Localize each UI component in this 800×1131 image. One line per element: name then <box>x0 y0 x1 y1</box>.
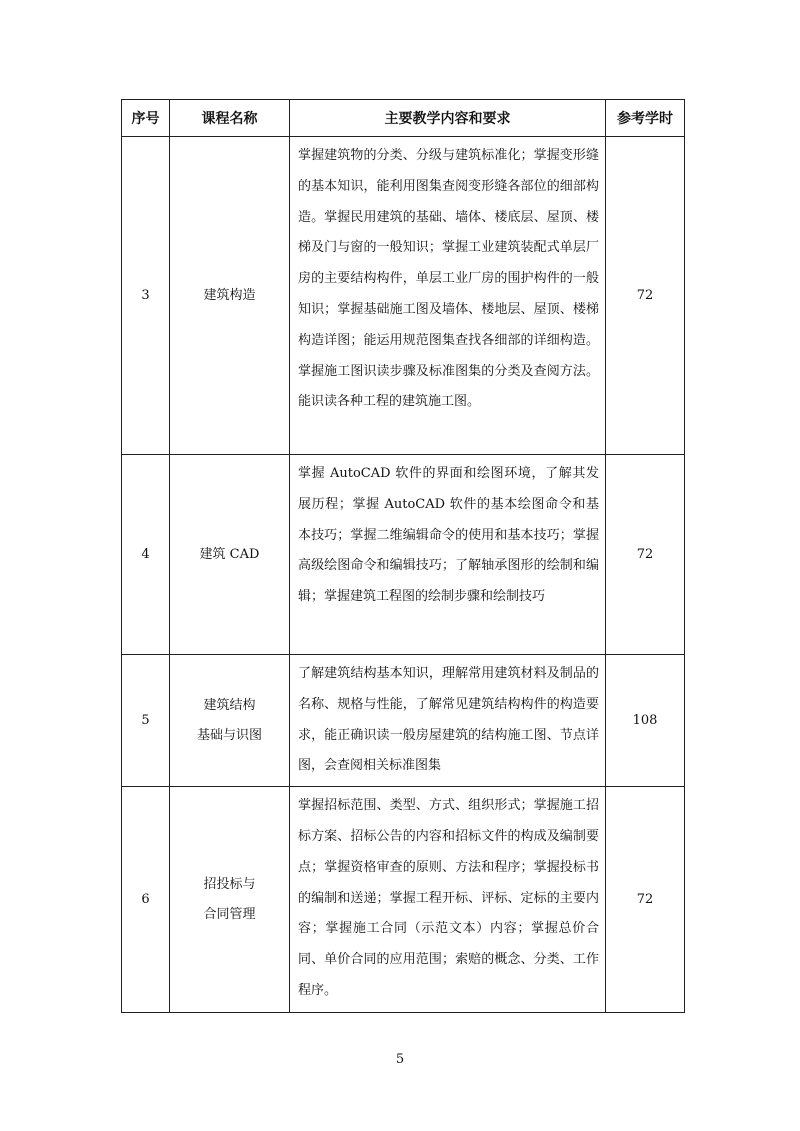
row-course-name <box>170 137 290 455</box>
table-header-row <box>122 100 685 137</box>
header-content: 主要教学内容和要求 <box>290 100 606 137</box>
row-hours: 108 <box>606 655 685 787</box>
table-row <box>122 655 685 787</box>
row-course-name <box>170 655 290 787</box>
row-course-name <box>170 787 290 1013</box>
row-content: 掌握建筑物的分类、分级与建筑标准化；掌握变形缝的基本知识，能利用图集查阅变形缝各部位的细部构造。掌握民用建筑的基础、墙体、楼底层、屋顶、楼梯及门与窗的一般知识；掌握工业建筑装配式单层厂房的主要结构构件，单层工业厂房的围护构件的一般知识；掌握基础施工图及墙体、楼地层、屋顶、楼梯构造详图；能运用规范图集查找各细部的详细构造。掌握施工图识读步骤及标准图集的分类及查阅方法。能识读各种工程的建筑施工图。 <box>290 137 606 455</box>
page-number: 5 <box>395 1052 405 1067</box>
course-name-line: 招投标与 <box>203 876 256 892</box>
course-name-line: 基础与识图 <box>196 727 262 743</box>
course-name-line: 建筑结构 <box>203 697 256 713</box>
row-course-name <box>170 455 290 655</box>
course-name-line: 建筑构造 <box>203 287 256 303</box>
table-row <box>122 137 685 455</box>
row-content: 掌握招标范围、类型、方式、组织形式；掌握施工招标方案、招标公告的内容和招标文件的构成及编制要点；掌握资格审查的原则、方法和程序；掌握投标书的编制和送递；掌握工程开标、评标、定标的主要内容；掌握施工合同（示范文本）内容；掌握总价合同、单价合同的应用范围；索赔的概念、分类、工作程序。 <box>290 787 606 1013</box>
course-name-line: 建筑 CAD <box>199 546 260 562</box>
row-index: 3 <box>122 137 170 455</box>
curriculum-table <box>121 99 685 1013</box>
row-hours: 72 <box>606 137 685 455</box>
row-index: 4 <box>122 455 170 655</box>
course-name-line: 合同管理 <box>203 906 256 922</box>
table-row <box>122 787 685 1013</box>
header-index: 序号 <box>122 100 170 137</box>
header-course-name: 课程名称 <box>170 100 290 137</box>
table-row <box>122 455 685 655</box>
row-index: 5 <box>122 655 170 787</box>
row-content: 了解建筑结构基本知识，理解常用建筑材料及制品的名称、规格与性能，了解常见建筑结构构件的构造要求，能正确识读一般房屋建筑的结构施工图、节点详图，会查阅相关标准图集 <box>290 655 606 787</box>
row-hours: 72 <box>606 787 685 1013</box>
row-index: 6 <box>122 787 170 1013</box>
row-content: 掌握 AutoCAD 软件的界面和绘图环境，了解其发展历程；掌握 AutoCAD 软件的基本绘图命令和基本技巧；掌握二维编辑命令的使用和基本技巧；掌握高级绘图命令和编辑技巧；了解轴承图形的绘制和编辑；掌握建筑工程图的绘制步骤和绘制技巧 <box>290 455 606 655</box>
header-hours: 参考学时 <box>606 100 685 137</box>
row-hours: 72 <box>606 455 685 655</box>
